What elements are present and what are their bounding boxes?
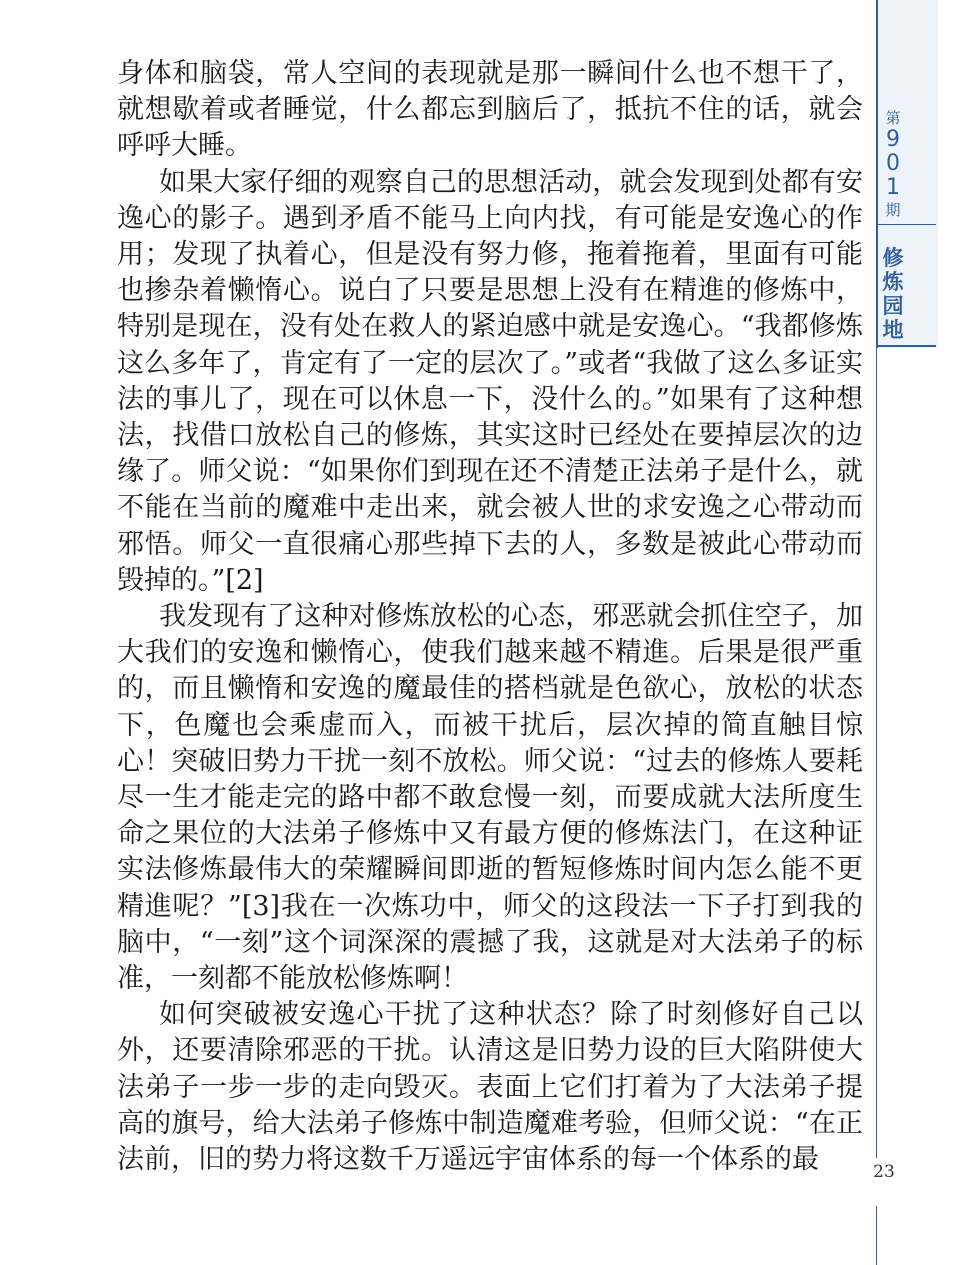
issue-suffix: 期	[885, 201, 901, 219]
paragraph-4: 如何突破被安逸心干扰了这种状态？除了时刻修好自己以外，还要清除邪恶的干扰。认清这是旧势力设的巨大陷阱使大法弟子一步一步的走向毁灭。表面上它们打着为了大法弟子提高的旗号，给大法弟子修炼中制造魔难考验，但师父说：“在正法前，旧的势力将这数千万遥远宇宙体系的每一个体系的最	[117, 999, 863, 1176]
issue-digit-2: 0	[886, 151, 900, 176]
section-char-4: 地	[882, 318, 904, 342]
issue-prefix: 第	[885, 109, 901, 127]
side-tab-bottom-border	[876, 345, 936, 347]
page-number: 23	[873, 1162, 895, 1182]
issue-label	[878, 108, 908, 220]
section-char-2: 炼	[882, 270, 904, 294]
side-rule-line	[876, 348, 877, 1158]
side-rule-line-bottom	[876, 1206, 877, 1265]
section-label	[879, 246, 907, 342]
paragraph-3: 我发现有了这种对修炼放松的心态，邪恶就会抓住空子，加大我们的安逸和懒惰心，使我们越来越不精進。后果是很严重的，而且懒惰和安逸的魔最佳的搭档就是色欲心，放松的状态下，色魔也会乘虚而入，而被干扰后，层次掉的简直触目惊心！突破旧势力干扰一刻不放松。师父说：“过去的修炼人要耗尽一生才能走完的路中都不敢怠慢一刻，而要成就大法所度生命之果位的大法弟子修炼中又有最方便的修炼法门，在这种证实法修炼最伟大的荣耀瞬间即逝的暂短修炼时间内怎么能不更精進呢？”[3]我在一次炼功中，师父的这段法一下子打到我的脑中，“一刻”这个词深深的震撼了我，这就是对大法弟子的标准，一刻都不能放松修炼啊！	[117, 601, 863, 995]
side-tab-divider	[876, 224, 936, 225]
paragraph-1: 身体和脑袋，常人空间的表现就是那一瞬间什么也不想干了，就想歇着或者睡觉，什么都忘到脑后了，抵抗不住的话，就会呼呼大睡。	[117, 58, 863, 162]
article-body	[117, 56, 863, 1178]
paragraph-2: 如果大家仔细的观察自己的思想活动，就会发现到处都有安逸心的影子。遇到矛盾不能马上向内找，有可能是安逸心的作用；发现了执着心，但是没有努力修，拖着拖着，里面有可能也掺杂着懒惰心。说白了只要是思想上没有在精進的修炼中，特别是现在，没有处在救人的紧迫感中就是安逸心。“我都修炼这么多年了，肯定有了一定的层次了。”或者“我做了这么多证实法的事儿了，现在可以休息一下，没什么的。”如果有了这种想法，找借口放松自己的修炼，其实这时已经处在要掉层次的边缘了。师父说：“如果你们到现在还不清楚正法弟子是什么，就不能在当前的魔难中走出来，就会被人世的求安逸之心带动而邪悟。师父一直很痛心那些掉下去的人，多数是被此心带动而毁掉的。”[2]	[117, 166, 863, 596]
issue-digit-1: 9	[886, 127, 900, 152]
issue-digit-3: 1	[886, 175, 900, 200]
section-char-1: 修	[882, 246, 904, 270]
section-char-3: 园	[882, 294, 904, 318]
